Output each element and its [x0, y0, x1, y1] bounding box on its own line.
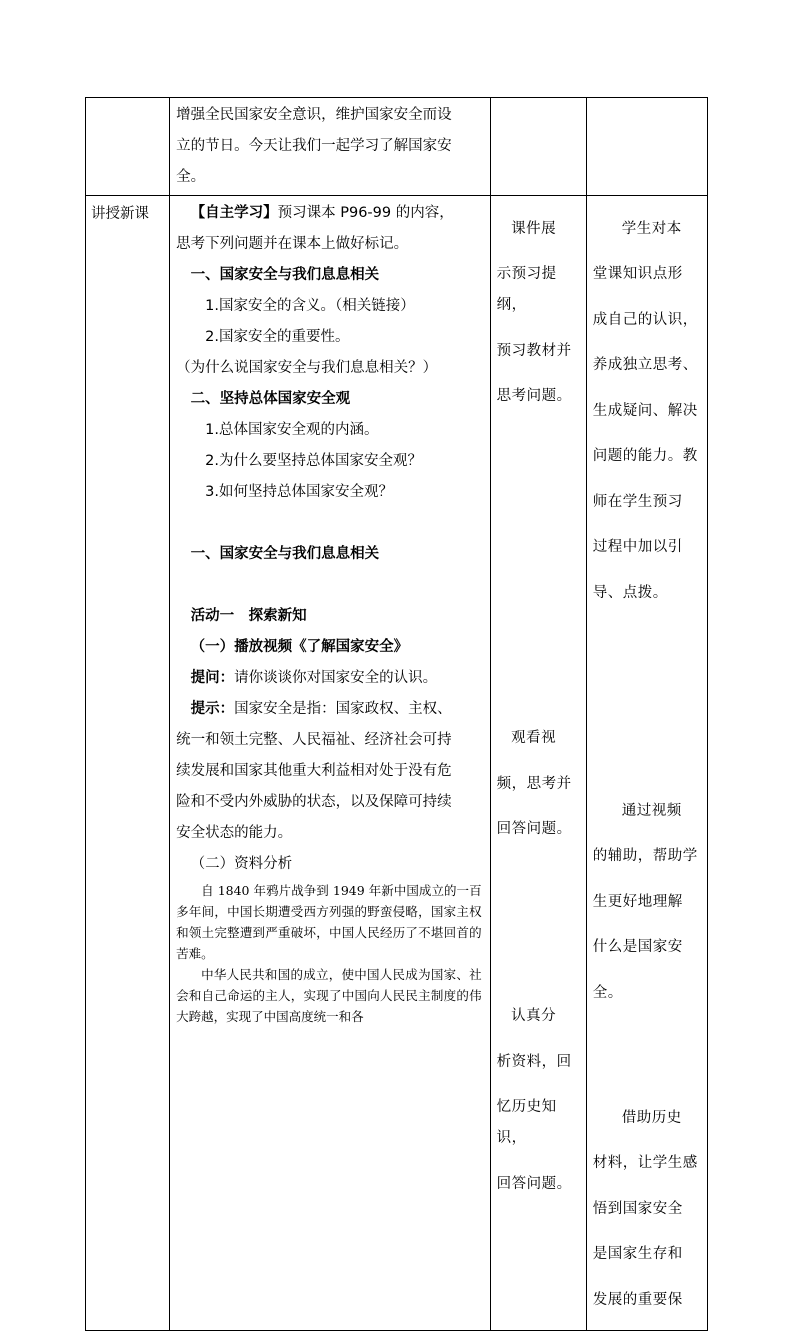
- question-item: 3.如何坚持总体国家安全观？: [205, 484, 393, 500]
- material-heading: （二）资料分析: [190, 856, 293, 872]
- stage-label: 讲授新课: [91, 206, 149, 222]
- content-cell: 【自主学习】预习课本 P96-99 的内容， 思考下列问题并在课本上做好标记。 一、国家安全与我们息息相关 1.国家安全的含义。（相关链接） 2.国家安全的重要性。 （为什么说国家安全与我们息息相关？） 二、坚持总体国家安全观 1.总体国家安全观的内涵。 2.为什么要坚持总体国家安全观？ 3.如何坚持总体国家安全观？ 一、国家安全与我们息息相关 活动一 探索新知 （一）播放视频《了解国家安全》 提问：请你谈谈你对国家安全的认识。 提示：国家安全是指：国家政权、主权、 统一和领土完整、人民福祉、经济社会可持 续发展和国家其他重大利益相对处于没有危 险和不受内外威胁的状态，以及保障可持续 安全状态的能力。 （二）资料分析 自 1840 年鸦片战争到 1949 年新中国成立的一百多年间，中国长期遭受西方列强的野蛮侵略，国家主权和领土完整遭到严重破坏，中国人民经历了不堪回首的苦难。 中华人民共和国的成立，使中国人民成为国家、社会和自己命运的主人，实现了中国向人民民主制度的伟大跨越，实现了中国高度统一和各: [170, 196, 491, 1331]
- material-quote: 自 1840 年鸦片战争到 1949 年新中国成立的一百多年间，中国长期遭受西方列强的野蛮侵略，国家主权和领土完整遭到严重破坏，中国人民经历了不堪回首的苦难。 中华人民共和国的成立，使中国人民成为国家、社会和自己命运的主人，实现了中国向人民民主制度的伟大跨越，实现了中国高度统一和各: [176, 883, 482, 1024]
- question-note: （为什么说国家安全与我们息息相关？）: [176, 360, 438, 376]
- section-heading: 一、国家安全与我们息息相关: [190, 267, 380, 283]
- student-cell: [586, 98, 707, 196]
- lesson-plan-table: [85, 97, 708, 1331]
- intro-line: 全。: [176, 169, 206, 185]
- stage-cell: [86, 98, 170, 196]
- activity-heading: 活动一 探索新知: [190, 608, 307, 624]
- question-item: 1.总体国家安全观的内涵。: [205, 422, 379, 438]
- table-row-intro: [86, 98, 708, 196]
- self-study-tag: 【自主学习】: [190, 205, 278, 221]
- stage-cell: [86, 196, 170, 1331]
- table-row-new-lesson: [86, 196, 708, 1331]
- teacher-cell: 课件展 示预习提纲， 预习教材并 思考问题。 观看视 频，思考并 回答问题。 认真分 析资料，回 忆历史知识， 回答问题。: [490, 196, 586, 1331]
- student-cell: 学生对本 堂课知识点形 成自己的认识， 养成独立思考、 生成疑问、解决 问题的能力。教 师在学生预习 过程中加以引 导、点拨。 通过视频 的辅助，帮助学 生更好地理解 什么是国家安 全。 借助历史 材料，让学生感 悟到国家安全 是国家生存和 发展的重要保: [586, 196, 707, 1331]
- section-heading: 一、国家安全与我们息息相关: [190, 546, 380, 562]
- hint-text: 国家安全是指：国家政权、主权、: [234, 701, 452, 717]
- question-item: 1.国家安全的含义。（相关链接）: [205, 298, 415, 314]
- question-item: 2.为什么要坚持总体国家安全观？: [205, 453, 422, 469]
- video-heading: （一）播放视频《了解国家安全》: [190, 639, 409, 655]
- teacher-cell: [490, 98, 586, 196]
- question-item: 2.国家安全的重要性。: [205, 329, 350, 345]
- content-cell: [170, 98, 491, 196]
- section-heading: 二、坚持总体国家安全观: [190, 391, 351, 407]
- intro-line: 增强全民国家安全意识，维护国家安全而设: [176, 107, 452, 123]
- ask-text: 请你谈谈你对国家安全的认识。: [234, 670, 438, 686]
- intro-line: 立的节日。今天让我们一起学习了解国家安: [176, 138, 452, 154]
